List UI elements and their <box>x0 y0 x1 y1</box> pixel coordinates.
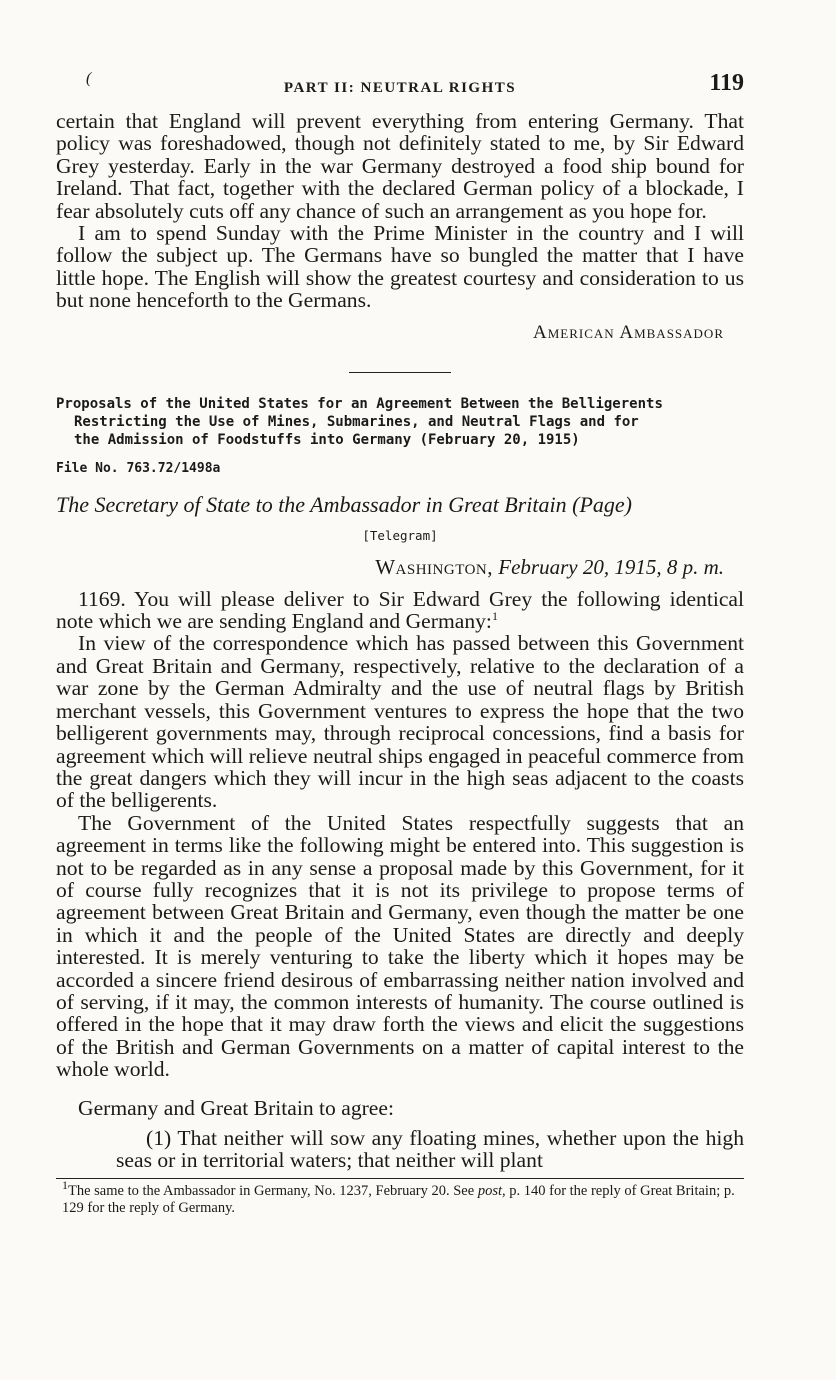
agree-intro: Germany and Great Britain to agree: <box>78 1095 394 1120</box>
letter-continuation <box>56 110 744 312</box>
agreement-item-1: (1) That neither will sow any floating mines, whether upon the high seas or in territorial waters; that neither will plant <box>116 1126 744 1173</box>
dateline-date: February 20, 1915, 8 p. m. <box>498 554 724 579</box>
letter-paragraph-1: certain that England will prevent everything from entering Germany. That policy was foreshadowed, though not definitely stated to me, by Sir Edward Grey yesterday. Early in the war Germany destroyed a food ship bound for Ireland. That fact, together with the declared German policy of a blockade, I fear absolutely cuts off any chance of such an arrangement as you hope for. <box>56 109 744 223</box>
section-title-line-3: the Admission of Foodstuffs into Germany (February 20, 1915) <box>74 431 580 448</box>
paragraph-1169 <box>56 588 744 633</box>
section-divider <box>349 372 451 373</box>
margin-mark: ( <box>86 70 92 87</box>
dateline <box>56 555 744 580</box>
running-head: PART II: NEUTRAL RIGHTS <box>283 80 517 96</box>
section-title-line-2: Restricting the Use of Mines, Submarines, and Neutral Flags and for <box>74 413 639 430</box>
page-header <box>56 70 744 110</box>
addressee-line: The Secretary of State to the Ambassador in Great Britain (Page) <box>56 491 632 517</box>
footnote-rule <box>56 1178 744 1179</box>
paragraph-in-view: In view of the correspondence which has passed between this Government and Great Britain and Germany, respectively, relative to the declaration of a war zone by the German Admiralty and the use of neutral flags by British merchant vessels, this Government ventures to express the hope that the two belligerent governments may, through reciprocal concessions, find a basis for agreement which will relieve neutral ships engaged in peaceful commerce from the great dangers which they will incur in the high seas adjacent to the coasts of the belligerents. <box>56 631 744 813</box>
footnote-post: post, <box>477 1182 506 1199</box>
footnote <box>56 1177 744 1217</box>
page-number: 119 <box>709 70 744 96</box>
footnote-text-a: The same to the Ambassador in Germany, No. 1237, February 20. See <box>68 1182 475 1199</box>
footnote-text-b: p. 140 for the reply of Great Britain; p. 129 for the reply of Germany. <box>62 1182 735 1216</box>
footnote-reference[interactable]: 1 <box>491 608 498 623</box>
paragraph-1169-text: 1169. You will please deliver to Sir Edward Grey the following identical note which we are sending England and Germany: <box>56 586 744 634</box>
footnote-marker: 1 <box>62 1177 68 1192</box>
section-title-line-1: Proposals of the United States for an Agreement Between the Belligerents <box>56 395 663 412</box>
letter-paragraph-2: I am to spend Sunday with the Prime Minister in the country and I will follow the subject up. The Germans have so bungled the matter that I have little hope. The English will show the greatest courtesy and consideration to us but none henceforth to the Germans. <box>56 221 744 313</box>
signature: American Ambassador <box>532 321 724 343</box>
page <box>56 70 744 1217</box>
dateline-city: Washington, <box>375 554 494 579</box>
telegram-body <box>56 588 744 1172</box>
section-title <box>56 395 744 449</box>
file-number: File No. 763.72/1498a <box>56 460 221 476</box>
paragraph-government: The Government of the United States respectfully suggests that an agreement in terms like the following might be entered into. This suggestion is not to be regarded as in any sense a proposal made by this Government, for it of course fully recognizes that it is not its privilege to propose terms of agreement between Great Britain and Germany, even though the matter be one in which it and the people of the United States are directly and deeply interested. It is merely venturing to take the liberty which it hopes may be accorded a sincere friend desirous of embarrassing neither nation involved and of serving, if it may, the common interests of humanity. The course outlined is offered in the hope that it may draw forth the views and elicit the suggestions of the British and German Governments on a matter of capital interest to the whole world. <box>56 810 744 1082</box>
telegram-label: [Telegram] <box>362 527 438 543</box>
